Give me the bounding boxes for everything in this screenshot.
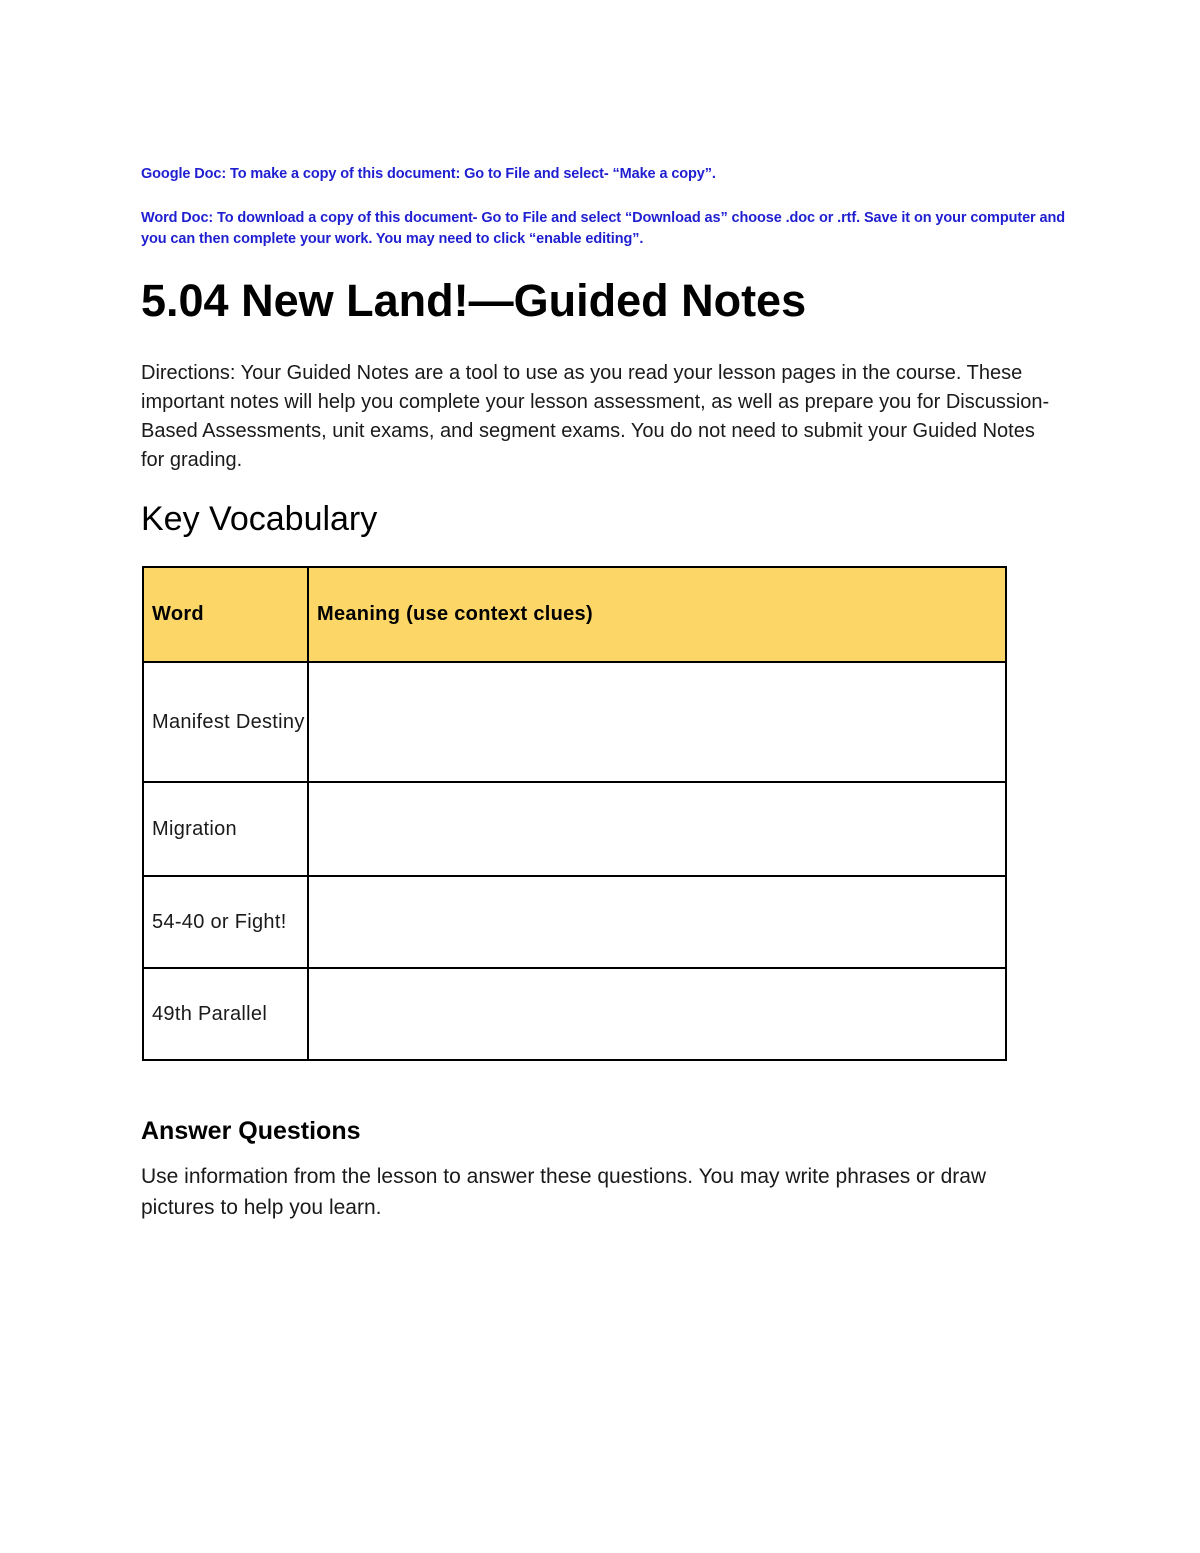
vocab-meaning-cell[interactable] bbox=[308, 968, 1006, 1060]
vocab-word-cell: 54-40 or Fight! bbox=[143, 876, 308, 968]
table-row bbox=[143, 876, 1006, 968]
column-header-word: Word bbox=[143, 567, 308, 662]
column-header-meaning: Meaning (use context clues) bbox=[308, 567, 1006, 662]
vocabulary-table bbox=[142, 566, 1007, 1061]
word-doc-instruction: Word Doc: To download a copy of this document- Go to File and select “Download as” choose .doc or .rtf. Save it on your computer and you can then complete your work. You may need to click “enable editing”. bbox=[141, 210, 1066, 247]
vocab-meaning-cell[interactable] bbox=[308, 876, 1006, 968]
google-doc-instruction: Google Doc: To make a copy of this document: Go to File and select- “Make a copy”. bbox=[141, 166, 716, 182]
answer-questions-heading: Answer Questions bbox=[141, 1117, 361, 1145]
table-row bbox=[143, 968, 1006, 1060]
table-row bbox=[143, 782, 1006, 876]
document-title: 5.04 New Land!—Guided Notes bbox=[141, 275, 807, 326]
vocab-word-cell: Manifest Destiny bbox=[143, 662, 308, 782]
vocabulary-header-row bbox=[143, 567, 1006, 662]
key-vocabulary-heading: Key Vocabulary bbox=[141, 500, 378, 538]
table-row bbox=[143, 662, 1006, 782]
vocab-meaning-cell[interactable] bbox=[308, 782, 1006, 876]
vocab-word-cell: 49th Parallel bbox=[143, 968, 308, 1060]
vocab-meaning-cell[interactable] bbox=[308, 662, 1006, 782]
answer-questions-text: Use information from the lesson to answer these questions. You may write phrases or draw pictures to help you learn. bbox=[141, 1165, 987, 1219]
vocab-word-cell: Migration bbox=[143, 782, 308, 876]
directions-paragraph: Directions: Your Guided Notes are a tool to use as you read your lesson pages in the course. These important notes will help you complete your lesson assessment, as well as prepare you for Discussion-Based Assessments, unit exams, and segment exams. You do not need to submit your Guided Notes for grading. bbox=[141, 362, 1050, 471]
